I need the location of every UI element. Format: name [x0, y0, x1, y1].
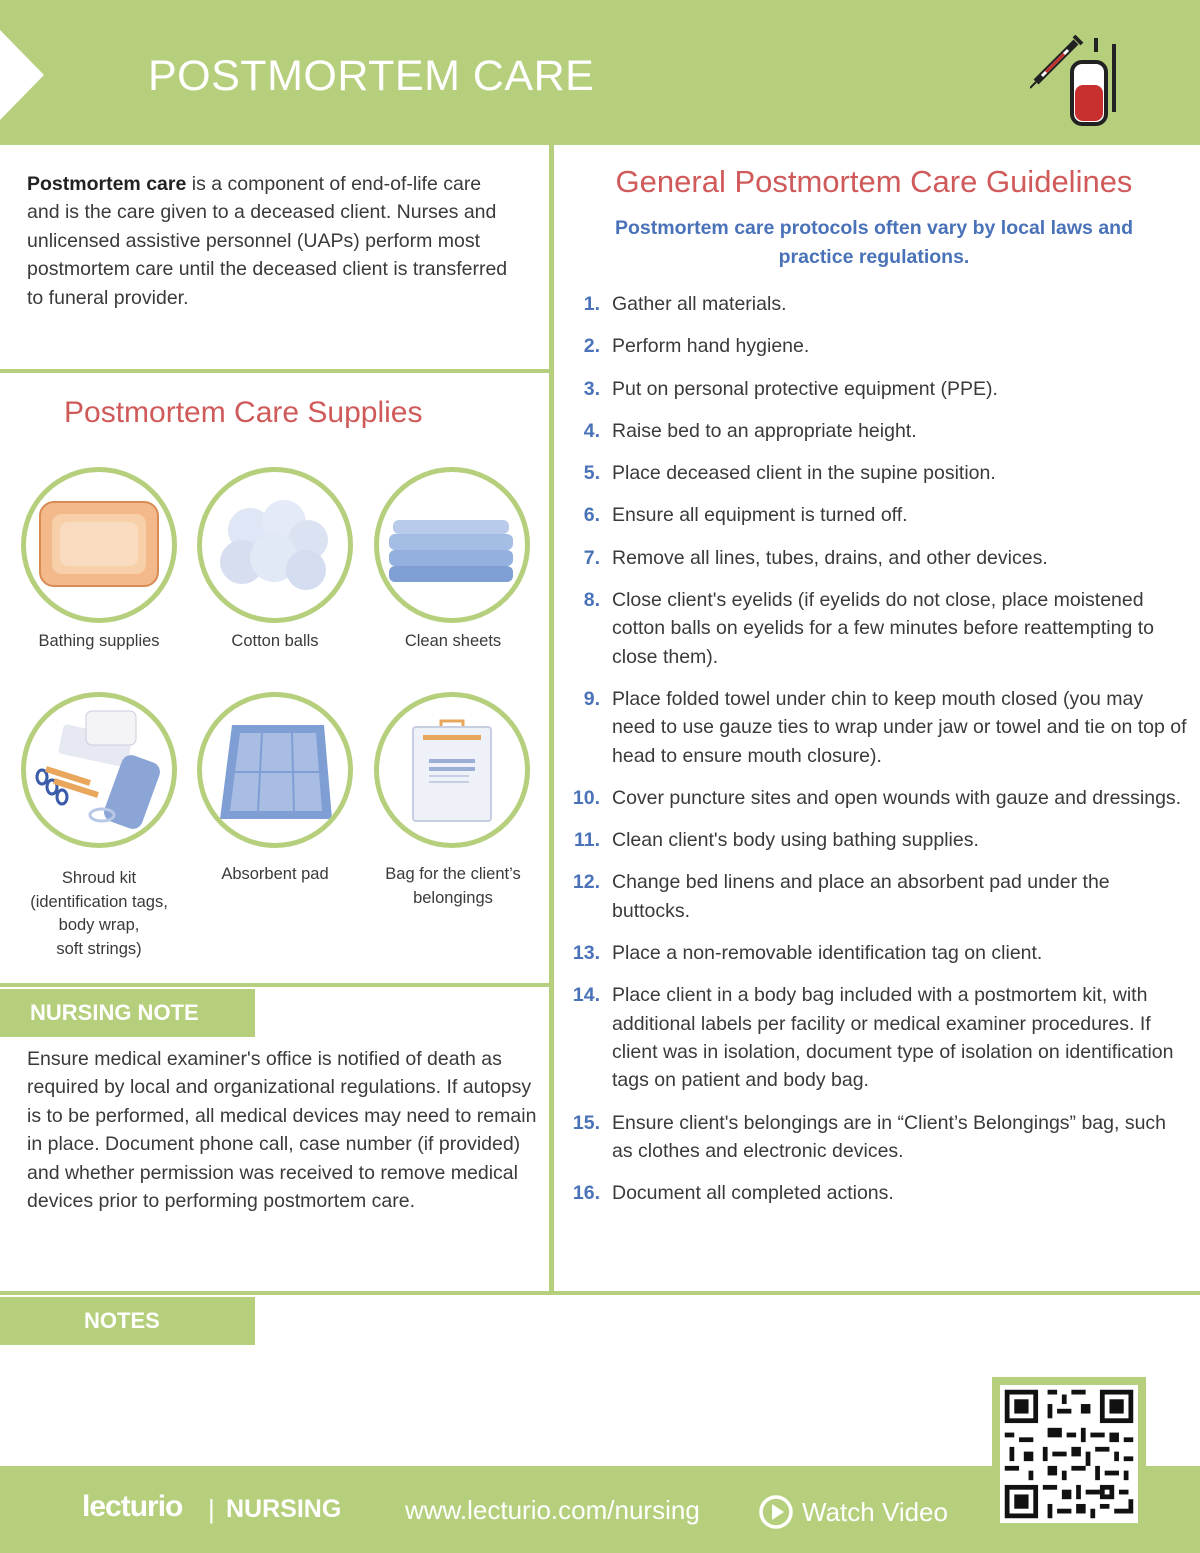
footer-url-link[interactable]: www.lecturio.com/nursing	[405, 1495, 700, 1525]
section-divider	[0, 1291, 1200, 1295]
step-item	[566, 1109, 1190, 1166]
folded-sheets-icon	[374, 467, 530, 623]
step-text: Ensure client's belongings are in “Client’s Belongings” bag, such as clothes and electronic devices.	[612, 1111, 1167, 1162]
step-number: 2.	[583, 335, 600, 358]
step-number: 10.	[572, 786, 600, 809]
step-text: Cover puncture sites and open wounds with gauze and dressings.	[612, 786, 1182, 809]
step-item	[566, 544, 1190, 572]
supply-label-line: body wrap,	[58, 916, 140, 934]
step-text: Remove all lines, tubes, drains, and other devices.	[612, 546, 1048, 569]
step-text: Gather all materials.	[612, 293, 787, 315]
step-number: 1.	[583, 293, 600, 315]
step-item	[566, 1179, 1190, 1207]
qr-code-icon	[1000, 1385, 1138, 1523]
supply-label: Clean sheets	[404, 632, 502, 650]
absorbent-pad-icon	[197, 692, 353, 848]
step-number: 15.	[572, 1111, 600, 1134]
step-item	[566, 586, 1190, 671]
supply-label: Bathing supplies	[38, 632, 160, 650]
supply-label-line: Bag for the client’s	[385, 865, 521, 883]
step-number: 16.	[572, 1182, 600, 1205]
brand-suffix: NURSING	[226, 1495, 342, 1523]
step-item	[566, 784, 1190, 812]
step-number: 9.	[583, 687, 600, 710]
belongings-bag-icon	[374, 692, 530, 848]
supply-label: Cotton balls	[231, 632, 319, 650]
step-number: 7.	[583, 546, 600, 569]
step-text: Place a non-removable identification tag on client.	[612, 942, 1043, 965]
step-item	[566, 981, 1190, 1094]
intro-text: is a component of end-of-life care and is the care given to a deceased client. Nurses and unlicensed assistive personnel (UAPs) perform most postmortem care until the deceased client is transferred to funeral provider.	[27, 173, 508, 309]
guidelines-steps	[566, 290, 1190, 1207]
step-item	[566, 290, 1190, 318]
play-circle-icon	[758, 1494, 794, 1530]
intro-term: Postmortem care	[27, 173, 187, 195]
shroud-kit-icon	[21, 692, 177, 848]
watch-video-link[interactable]	[758, 1493, 948, 1531]
supply-label-line: (identification tags,	[30, 892, 168, 911]
step-item	[566, 332, 1190, 360]
cotton-balls-icon	[197, 467, 353, 623]
step-item	[566, 939, 1190, 967]
nursing-note-text: Ensure medical examiner's office is notified of death as required by local and organizational regulations. If autopsy is to be performed, all medical devices may need to remain in place. Document phone call, case number (if provided) and whether permission was received to remove medical devices prior to performing postmortem care.	[27, 1048, 537, 1213]
notes-tab: NOTES	[0, 1297, 255, 1345]
section-divider	[0, 983, 551, 987]
page-title: POSTMORTEM CARE	[148, 52, 595, 100]
step-item	[566, 459, 1190, 487]
intro-paragraph	[27, 170, 517, 312]
supply-label-belongings-bag	[363, 863, 543, 910]
header-arrow-icon	[0, 0, 48, 145]
step-text: Ensure all equipment is turned off.	[612, 504, 908, 527]
step-item	[566, 826, 1190, 854]
guidelines-title: General Postmortem Care Guidelines	[615, 164, 1133, 199]
step-text: Change bed linens and place an absorbent pad under the buttocks.	[612, 871, 1110, 922]
step-text: Raise bed to an appropriate height.	[612, 419, 917, 442]
step-text: Close client's eyelids (if eyelids do not close, place moistened cotton balls on eyelids for a few minutes before reattempting to close them).	[612, 589, 1154, 668]
watch-video-label: Watch Video	[802, 1496, 948, 1527]
supply-label: Absorbent pad	[221, 865, 329, 883]
section-divider	[0, 369, 551, 373]
guidelines-subtitle: Postmortem care protocols often vary by local laws and practice regulations.	[615, 217, 1133, 268]
page-header	[0, 0, 1200, 145]
step-number: 12.	[572, 871, 600, 894]
step-number: 14.	[572, 984, 600, 1007]
step-text: Clean client's body using bathing supplies.	[612, 829, 979, 852]
step-number: 3.	[583, 377, 600, 400]
step-item	[566, 685, 1190, 770]
basin-icon	[21, 467, 177, 623]
step-item	[566, 375, 1190, 403]
step-number: 5.	[583, 462, 600, 485]
step-number: 11.	[573, 829, 600, 852]
step-text: Document all completed actions.	[612, 1182, 894, 1205]
brand-separator: |	[208, 1494, 215, 1524]
step-text: Place client in a body bag included with a postmortem kit, with additional labels per facility or medical examiner procedures. If client was in isolation, document type of isolation on identification tags on patient and body bag.	[612, 984, 1174, 1092]
lecturio-logo[interactable]: lecturio	[82, 1490, 183, 1523]
step-number: 4.	[583, 419, 600, 442]
supply-label-line: soft strings)	[56, 939, 142, 958]
supply-label-line: Shroud kit	[61, 869, 137, 887]
supplies-title: Postmortem Care Supplies	[64, 396, 423, 429]
column-divider	[549, 145, 554, 1293]
step-text: Place deceased client in the supine position.	[612, 462, 996, 485]
nursing-note-tab: NURSING NOTE	[0, 989, 255, 1037]
step-text: Put on personal protective equipment (PPE).	[612, 377, 998, 400]
supply-label-line: belongings	[413, 888, 493, 907]
step-number: 13.	[572, 942, 600, 965]
step-item	[566, 868, 1190, 925]
iv-bag-syringe-icon	[1030, 30, 1125, 130]
supply-label-shroud-kit	[9, 867, 189, 961]
step-number: 6.	[583, 504, 600, 527]
step-number: 8.	[583, 589, 600, 612]
step-text: Place folded towel under chin to keep mouth closed (you may need to use gauze ties to wrap under jaw or towel and tie on top of head to ensure mouth closure).	[612, 687, 1187, 767]
step-item	[566, 501, 1190, 529]
step-item	[566, 417, 1190, 445]
qr-code-frame[interactable]	[992, 1377, 1146, 1531]
step-text: Perform hand hygiene.	[612, 335, 810, 358]
